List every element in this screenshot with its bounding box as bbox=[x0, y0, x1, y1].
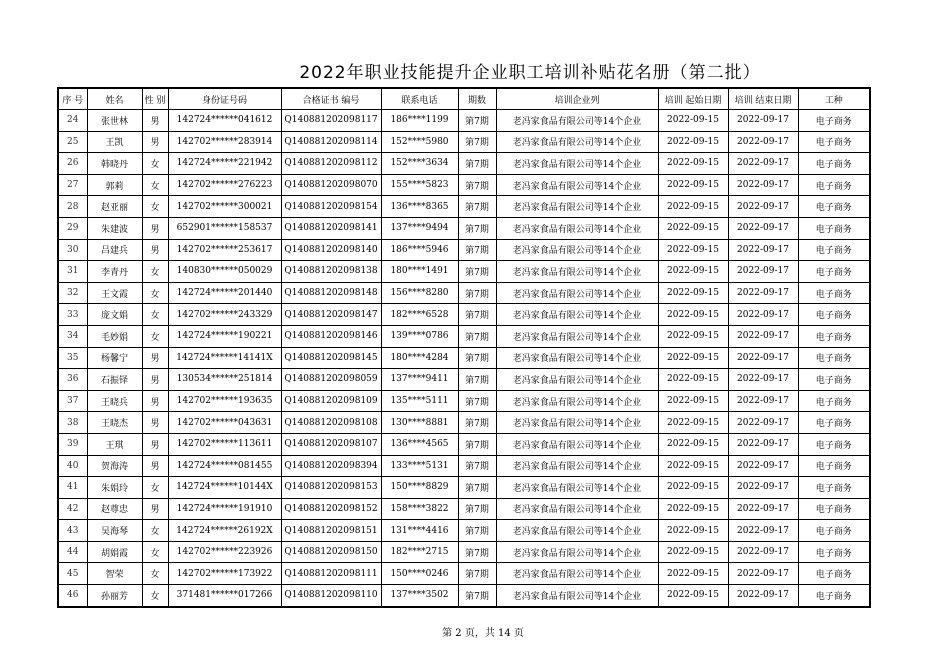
cell-end-date: 2022-09-17 bbox=[728, 498, 798, 520]
cell-start-date: 2022-09-15 bbox=[658, 261, 728, 283]
cell-name: 赵亚丽 bbox=[87, 196, 142, 218]
table-row bbox=[58, 196, 870, 218]
cell-certificate-number: Q140881202098110 bbox=[281, 585, 381, 607]
cell-end-date: 2022-09-17 bbox=[728, 347, 798, 369]
cell-period: 第7期 bbox=[458, 477, 496, 499]
table-row bbox=[58, 498, 870, 520]
cell-period: 第7期 bbox=[458, 282, 496, 304]
cell-start-date: 2022-09-15 bbox=[658, 412, 728, 434]
cell-phone: 131****4416 bbox=[381, 520, 458, 542]
header-gender: 性 别 bbox=[142, 88, 168, 110]
cell-phone: 182****6528 bbox=[381, 304, 458, 326]
cell-company: 老冯家食品有限公司等14个企业 bbox=[496, 563, 658, 585]
cell-end-date: 2022-09-17 bbox=[728, 585, 798, 607]
cell-company: 老冯家食品有限公司等14个企业 bbox=[496, 282, 658, 304]
cell-start-date: 2022-09-15 bbox=[658, 498, 728, 520]
roster-table bbox=[57, 87, 871, 608]
cell-gender: 男 bbox=[142, 217, 168, 239]
cell-company: 老冯家食品有限公司等14个企业 bbox=[496, 261, 658, 283]
cell-company: 老冯家食品有限公司等14个企业 bbox=[496, 390, 658, 412]
cell-name: 王晓杰 bbox=[87, 412, 142, 434]
cell-certificate-number: Q140881202098141 bbox=[281, 217, 381, 239]
cell-certificate-number: Q140881202098152 bbox=[281, 498, 381, 520]
cell-phone: 155****5823 bbox=[381, 174, 458, 196]
cell-period: 第7期 bbox=[458, 563, 496, 585]
cell-certificate-number: Q140881202098138 bbox=[281, 261, 381, 283]
cell-id-number: 142724******10144X bbox=[168, 477, 281, 499]
header-index: 序 号 bbox=[58, 88, 87, 110]
cell-certificate-number: Q140881202098394 bbox=[281, 455, 381, 477]
cell-gender: 男 bbox=[142, 390, 168, 412]
cell-company: 老冯家食品有限公司等14个企业 bbox=[496, 174, 658, 196]
cell-company: 老冯家食品有限公司等14个企业 bbox=[496, 369, 658, 391]
cell-end-date: 2022-09-17 bbox=[728, 304, 798, 326]
cell-certificate-number: Q140881202098147 bbox=[281, 304, 381, 326]
cell-phone: 156****8280 bbox=[381, 282, 458, 304]
cell-name: 王文霞 bbox=[87, 282, 142, 304]
table-row bbox=[58, 174, 870, 196]
cell-job-type: 电子商务 bbox=[798, 520, 870, 542]
table-row bbox=[58, 563, 870, 585]
cell-gender: 男 bbox=[142, 347, 168, 369]
cell-id-number: 130534******251814 bbox=[168, 369, 281, 391]
cell-job-type: 电子商务 bbox=[798, 390, 870, 412]
cell-gender: 女 bbox=[142, 325, 168, 347]
cell-index: 41 bbox=[58, 477, 87, 499]
cell-end-date: 2022-09-17 bbox=[728, 433, 798, 455]
cell-start-date: 2022-09-15 bbox=[658, 520, 728, 542]
cell-phone: 152****5980 bbox=[381, 131, 458, 153]
cell-company: 老冯家食品有限公司等14个企业 bbox=[496, 498, 658, 520]
cell-name: 郭莉 bbox=[87, 174, 142, 196]
cell-certificate-number: Q140881202098108 bbox=[281, 412, 381, 434]
cell-company: 老冯家食品有限公司等14个企业 bbox=[496, 196, 658, 218]
cell-name: 朱建波 bbox=[87, 217, 142, 239]
table-row bbox=[58, 304, 870, 326]
cell-period: 第7期 bbox=[458, 325, 496, 347]
cell-start-date: 2022-09-15 bbox=[658, 282, 728, 304]
cell-job-type: 电子商务 bbox=[798, 304, 870, 326]
cell-phone: 180****1491 bbox=[381, 261, 458, 283]
cell-index: 26 bbox=[58, 153, 87, 175]
cell-certificate-number: Q140881202098109 bbox=[281, 390, 381, 412]
cell-period: 第7期 bbox=[458, 541, 496, 563]
cell-start-date: 2022-09-15 bbox=[658, 110, 728, 132]
cell-company: 老冯家食品有限公司等14个企业 bbox=[496, 412, 658, 434]
cell-job-type: 电子商务 bbox=[798, 174, 870, 196]
cell-company: 老冯家食品有限公司等14个企业 bbox=[496, 541, 658, 563]
cell-id-number: 652901******158537 bbox=[168, 217, 281, 239]
cell-period: 第7期 bbox=[458, 520, 496, 542]
table-row bbox=[58, 433, 870, 455]
cell-index: 32 bbox=[58, 282, 87, 304]
cell-index: 42 bbox=[58, 498, 87, 520]
cell-company: 老冯家食品有限公司等14个企业 bbox=[496, 239, 658, 261]
cell-index: 38 bbox=[58, 412, 87, 434]
cell-certificate-number: Q140881202098151 bbox=[281, 520, 381, 542]
cell-index: 30 bbox=[58, 239, 87, 261]
cell-id-number: 142702******193635 bbox=[168, 390, 281, 412]
table-row bbox=[58, 585, 870, 607]
cell-end-date: 2022-09-17 bbox=[728, 239, 798, 261]
cell-certificate-number: Q140881202098112 bbox=[281, 153, 381, 175]
cell-period: 第7期 bbox=[458, 455, 496, 477]
cell-gender: 女 bbox=[142, 477, 168, 499]
cell-gender: 男 bbox=[142, 455, 168, 477]
cell-name: 胡娟霞 bbox=[87, 541, 142, 563]
cell-phone: 139****0786 bbox=[381, 325, 458, 347]
cell-certificate-number: Q140881202098146 bbox=[281, 325, 381, 347]
cell-name: 李青丹 bbox=[87, 261, 142, 283]
cell-id-number: 142702******300021 bbox=[168, 196, 281, 218]
table-row bbox=[58, 217, 870, 239]
cell-period: 第7期 bbox=[458, 585, 496, 607]
cell-phone: 137****3502 bbox=[381, 585, 458, 607]
cell-start-date: 2022-09-15 bbox=[658, 369, 728, 391]
cell-job-type: 电子商务 bbox=[798, 477, 870, 499]
cell-phone: 152****3634 bbox=[381, 153, 458, 175]
cell-certificate-number: Q140881202098150 bbox=[281, 541, 381, 563]
cell-period: 第7期 bbox=[458, 261, 496, 283]
cell-company: 老冯家食品有限公司等14个企业 bbox=[496, 131, 658, 153]
cell-end-date: 2022-09-17 bbox=[728, 217, 798, 239]
cell-company: 老冯家食品有限公司等14个企业 bbox=[496, 217, 658, 239]
cell-index: 40 bbox=[58, 455, 87, 477]
cell-end-date: 2022-09-17 bbox=[728, 131, 798, 153]
cell-period: 第7期 bbox=[458, 412, 496, 434]
cell-period: 第7期 bbox=[458, 217, 496, 239]
cell-name: 王琪 bbox=[87, 433, 142, 455]
cell-gender: 女 bbox=[142, 563, 168, 585]
cell-company: 老冯家食品有限公司等14个企业 bbox=[496, 520, 658, 542]
cell-id-number: 142724******081455 bbox=[168, 455, 281, 477]
header-name: 姓名 bbox=[87, 88, 142, 110]
cell-gender: 男 bbox=[142, 239, 168, 261]
cell-name: 朱娟玲 bbox=[87, 477, 142, 499]
table-row bbox=[58, 455, 870, 477]
cell-start-date: 2022-09-15 bbox=[658, 347, 728, 369]
table-row bbox=[58, 369, 870, 391]
cell-start-date: 2022-09-15 bbox=[658, 131, 728, 153]
cell-certificate-number: Q140881202098140 bbox=[281, 239, 381, 261]
table-row bbox=[58, 347, 870, 369]
cell-gender: 男 bbox=[142, 433, 168, 455]
cell-name: 石振铎 bbox=[87, 369, 142, 391]
cell-period: 第7期 bbox=[458, 369, 496, 391]
cell-id-number: 142702******113611 bbox=[168, 433, 281, 455]
cell-name: 杨馨宁 bbox=[87, 347, 142, 369]
cell-id-number: 142702******253617 bbox=[168, 239, 281, 261]
cell-period: 第7期 bbox=[458, 174, 496, 196]
cell-certificate-number: Q140881202098153 bbox=[281, 477, 381, 499]
cell-job-type: 电子商务 bbox=[798, 433, 870, 455]
cell-id-number: 142724******041612 bbox=[168, 110, 281, 132]
cell-job-type: 电子商务 bbox=[798, 282, 870, 304]
cell-gender: 男 bbox=[142, 369, 168, 391]
cell-start-date: 2022-09-15 bbox=[658, 153, 728, 175]
cell-phone: 150****0246 bbox=[381, 563, 458, 585]
cell-name: 贺海涛 bbox=[87, 455, 142, 477]
cell-name: 智荣 bbox=[87, 563, 142, 585]
cell-id-number: 142702******043631 bbox=[168, 412, 281, 434]
cell-start-date: 2022-09-15 bbox=[658, 196, 728, 218]
cell-name: 王凯 bbox=[87, 131, 142, 153]
cell-index: 31 bbox=[58, 261, 87, 283]
cell-id-number: 142724******14141X bbox=[168, 347, 281, 369]
cell-index: 44 bbox=[58, 541, 87, 563]
cell-company: 老冯家食品有限公司等14个企业 bbox=[496, 585, 658, 607]
cell-company: 老冯家食品有限公司等14个企业 bbox=[496, 433, 658, 455]
cell-job-type: 电子商务 bbox=[798, 585, 870, 607]
cell-gender: 女 bbox=[142, 174, 168, 196]
cell-certificate-number: Q140881202098070 bbox=[281, 174, 381, 196]
table-row bbox=[58, 325, 870, 347]
cell-end-date: 2022-09-17 bbox=[728, 412, 798, 434]
header-period: 期数 bbox=[458, 88, 496, 110]
cell-index: 43 bbox=[58, 520, 87, 542]
page-title bbox=[0, 58, 936, 83]
cell-job-type: 电子商务 bbox=[798, 110, 870, 132]
cell-start-date: 2022-09-15 bbox=[658, 239, 728, 261]
cell-phone: 186****1199 bbox=[381, 110, 458, 132]
cell-start-date: 2022-09-15 bbox=[658, 174, 728, 196]
header-job-type: 工种 bbox=[798, 88, 870, 110]
cell-phone: 133****5131 bbox=[381, 455, 458, 477]
cell-index: 33 bbox=[58, 304, 87, 326]
cell-job-type: 电子商务 bbox=[798, 153, 870, 175]
cell-end-date: 2022-09-17 bbox=[728, 110, 798, 132]
cell-gender: 女 bbox=[142, 520, 168, 542]
cell-end-date: 2022-09-17 bbox=[728, 369, 798, 391]
cell-id-number: 371481******017266 bbox=[168, 585, 281, 607]
table-row bbox=[58, 541, 870, 563]
cell-period: 第7期 bbox=[458, 239, 496, 261]
cell-job-type: 电子商务 bbox=[798, 541, 870, 563]
cell-phone: 158****3822 bbox=[381, 498, 458, 520]
cell-start-date: 2022-09-15 bbox=[658, 325, 728, 347]
cell-name: 王晓兵 bbox=[87, 390, 142, 412]
table-row bbox=[58, 261, 870, 283]
cell-certificate-number: Q140881202098059 bbox=[281, 369, 381, 391]
cell-start-date: 2022-09-15 bbox=[658, 217, 728, 239]
cell-phone: 135****5111 bbox=[381, 390, 458, 412]
cell-name: 吴海琴 bbox=[87, 520, 142, 542]
cell-id-number: 142702******223926 bbox=[168, 541, 281, 563]
cell-start-date: 2022-09-15 bbox=[658, 563, 728, 585]
cell-end-date: 2022-09-17 bbox=[728, 390, 798, 412]
cell-phone: 137****9411 bbox=[381, 369, 458, 391]
cell-index: 34 bbox=[58, 325, 87, 347]
cell-phone: 182****2715 bbox=[381, 541, 458, 563]
cell-end-date: 2022-09-17 bbox=[728, 477, 798, 499]
cell-end-date: 2022-09-17 bbox=[728, 282, 798, 304]
cell-gender: 女 bbox=[142, 304, 168, 326]
cell-job-type: 电子商务 bbox=[798, 325, 870, 347]
cell-name: 庞文娟 bbox=[87, 304, 142, 326]
cell-name: 赵尊忠 bbox=[87, 498, 142, 520]
cell-company: 老冯家食品有限公司等14个企业 bbox=[496, 110, 658, 132]
cell-id-number: 142702******276223 bbox=[168, 174, 281, 196]
cell-job-type: 电子商务 bbox=[798, 455, 870, 477]
cell-start-date: 2022-09-15 bbox=[658, 477, 728, 499]
cell-start-date: 2022-09-15 bbox=[658, 390, 728, 412]
cell-period: 第7期 bbox=[458, 131, 496, 153]
cell-certificate-number: Q140881202098148 bbox=[281, 282, 381, 304]
cell-name: 吕建兵 bbox=[87, 239, 142, 261]
cell-period: 第7期 bbox=[458, 110, 496, 132]
cell-phone: 136****8365 bbox=[381, 196, 458, 218]
cell-index: 27 bbox=[58, 174, 87, 196]
cell-index: 36 bbox=[58, 369, 87, 391]
cell-id-number: 140830******050029 bbox=[168, 261, 281, 283]
cell-end-date: 2022-09-17 bbox=[728, 520, 798, 542]
cell-index: 29 bbox=[58, 217, 87, 239]
cell-job-type: 电子商务 bbox=[798, 131, 870, 153]
cell-name: 韩晓丹 bbox=[87, 153, 142, 175]
cell-index: 24 bbox=[58, 110, 87, 132]
cell-id-number: 142724******26192X bbox=[168, 520, 281, 542]
cell-job-type: 电子商务 bbox=[798, 217, 870, 239]
cell-gender: 男 bbox=[142, 498, 168, 520]
table-row bbox=[58, 390, 870, 412]
cell-job-type: 电子商务 bbox=[798, 261, 870, 283]
cell-phone: 130****8881 bbox=[381, 412, 458, 434]
cell-index: 35 bbox=[58, 347, 87, 369]
table-row bbox=[58, 520, 870, 542]
cell-period: 第7期 bbox=[458, 196, 496, 218]
cell-company: 老冯家食品有限公司等14个企业 bbox=[496, 477, 658, 499]
cell-end-date: 2022-09-17 bbox=[728, 261, 798, 283]
cell-certificate-number: Q140881202098117 bbox=[281, 110, 381, 132]
cell-gender: 女 bbox=[142, 153, 168, 175]
page-number: 第 2 页，共 14 页 bbox=[442, 628, 524, 639]
cell-gender: 男 bbox=[142, 412, 168, 434]
cell-start-date: 2022-09-15 bbox=[658, 304, 728, 326]
table-row bbox=[58, 110, 870, 132]
cell-name: 张世林 bbox=[87, 110, 142, 132]
cell-id-number: 142702******283914 bbox=[168, 131, 281, 153]
table-row bbox=[58, 153, 870, 175]
cell-id-number: 142724******191910 bbox=[168, 498, 281, 520]
header-certificate-number: 合格证书 编号 bbox=[281, 88, 381, 110]
cell-name: 孙丽芳 bbox=[87, 585, 142, 607]
cell-gender: 女 bbox=[142, 541, 168, 563]
table-row bbox=[58, 412, 870, 434]
cell-phone: 150****8829 bbox=[381, 477, 458, 499]
cell-end-date: 2022-09-17 bbox=[728, 174, 798, 196]
page-title-text: 2022年职业技能提升企业职工培训补贴花名册（第二批） bbox=[299, 63, 761, 83]
cell-company: 老冯家食品有限公司等14个企业 bbox=[496, 455, 658, 477]
cell-period: 第7期 bbox=[458, 433, 496, 455]
cell-certificate-number: Q140881202098111 bbox=[281, 563, 381, 585]
cell-certificate-number: Q140881202098145 bbox=[281, 347, 381, 369]
cell-phone: 180****4284 bbox=[381, 347, 458, 369]
header-company: 培训企业列 bbox=[496, 88, 658, 110]
cell-id-number: 142702******173922 bbox=[168, 563, 281, 585]
cell-id-number: 142724******201440 bbox=[168, 282, 281, 304]
cell-gender: 男 bbox=[142, 110, 168, 132]
cell-start-date: 2022-09-15 bbox=[658, 541, 728, 563]
cell-index: 37 bbox=[58, 390, 87, 412]
cell-job-type: 电子商务 bbox=[798, 196, 870, 218]
cell-job-type: 电子商务 bbox=[798, 369, 870, 391]
cell-phone: 137****9494 bbox=[381, 217, 458, 239]
cell-gender: 女 bbox=[142, 196, 168, 218]
table-row bbox=[58, 282, 870, 304]
cell-end-date: 2022-09-17 bbox=[728, 325, 798, 347]
header-end-date: 培训 结束日期 bbox=[728, 88, 798, 110]
page-footer bbox=[0, 624, 936, 639]
header-start-date: 培训 起始日期 bbox=[658, 88, 728, 110]
cell-gender: 女 bbox=[142, 282, 168, 304]
cell-end-date: 2022-09-17 bbox=[728, 455, 798, 477]
cell-end-date: 2022-09-17 bbox=[728, 563, 798, 585]
cell-job-type: 电子商务 bbox=[798, 563, 870, 585]
cell-job-type: 电子商务 bbox=[798, 347, 870, 369]
cell-company: 老冯家食品有限公司等14个企业 bbox=[496, 153, 658, 175]
cell-gender: 女 bbox=[142, 585, 168, 607]
table-row bbox=[58, 477, 870, 499]
header-phone: 联系电话 bbox=[381, 88, 458, 110]
cell-index: 45 bbox=[58, 563, 87, 585]
cell-phone: 136****4565 bbox=[381, 433, 458, 455]
cell-end-date: 2022-09-17 bbox=[728, 541, 798, 563]
cell-period: 第7期 bbox=[458, 304, 496, 326]
cell-name: 毛妙娟 bbox=[87, 325, 142, 347]
cell-start-date: 2022-09-15 bbox=[658, 433, 728, 455]
cell-phone: 186****5946 bbox=[381, 239, 458, 261]
cell-period: 第7期 bbox=[458, 153, 496, 175]
cell-index: 39 bbox=[58, 433, 87, 455]
cell-certificate-number: Q140881202098107 bbox=[281, 433, 381, 455]
cell-start-date: 2022-09-15 bbox=[658, 455, 728, 477]
cell-index: 25 bbox=[58, 131, 87, 153]
cell-company: 老冯家食品有限公司等14个企业 bbox=[496, 347, 658, 369]
cell-job-type: 电子商务 bbox=[798, 412, 870, 434]
table-header-row bbox=[58, 88, 870, 110]
header-id-number: 身份证号码 bbox=[168, 88, 281, 110]
cell-end-date: 2022-09-17 bbox=[728, 153, 798, 175]
cell-period: 第7期 bbox=[458, 498, 496, 520]
cell-id-number: 142702******243329 bbox=[168, 304, 281, 326]
table-row bbox=[58, 131, 870, 153]
cell-job-type: 电子商务 bbox=[798, 239, 870, 261]
cell-gender: 男 bbox=[142, 131, 168, 153]
cell-start-date: 2022-09-15 bbox=[658, 585, 728, 607]
cell-id-number: 142724******190221 bbox=[168, 325, 281, 347]
cell-gender: 女 bbox=[142, 261, 168, 283]
cell-id-number: 142724******221942 bbox=[168, 153, 281, 175]
cell-index: 46 bbox=[58, 585, 87, 607]
cell-certificate-number: Q140881202098154 bbox=[281, 196, 381, 218]
cell-period: 第7期 bbox=[458, 390, 496, 412]
cell-period: 第7期 bbox=[458, 347, 496, 369]
cell-company: 老冯家食品有限公司等14个企业 bbox=[496, 325, 658, 347]
table-row bbox=[58, 239, 870, 261]
cell-index: 28 bbox=[58, 196, 87, 218]
cell-job-type: 电子商务 bbox=[798, 498, 870, 520]
cell-company: 老冯家食品有限公司等14个企业 bbox=[496, 304, 658, 326]
cell-end-date: 2022-09-17 bbox=[728, 196, 798, 218]
cell-certificate-number: Q140881202098114 bbox=[281, 131, 381, 153]
